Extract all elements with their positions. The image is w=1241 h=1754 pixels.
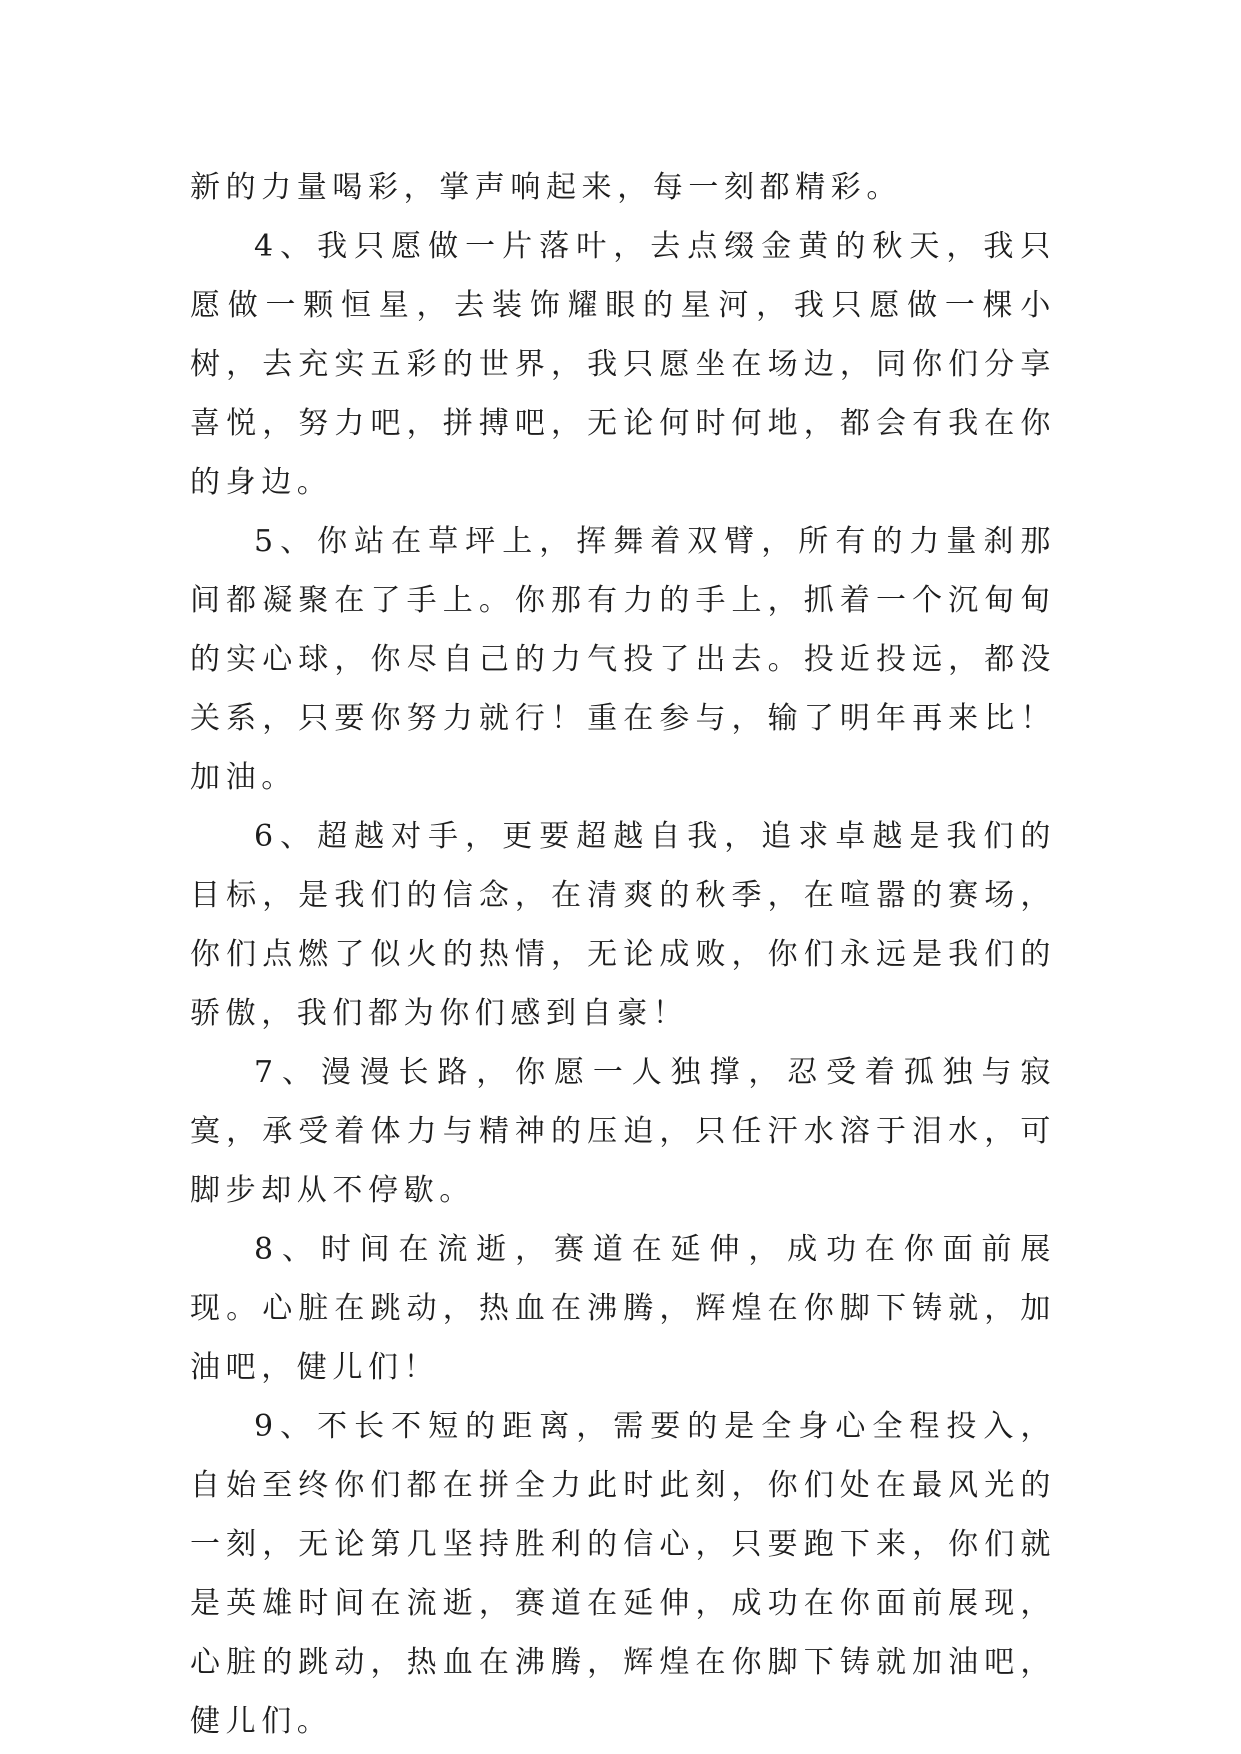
paragraph-5: 5、你站在草坪上，挥舞着双臂，所有的力量刹那间都凝聚在了手上。你那有力的手上，抓着一个沉甸甸的实心球，你尽自己的力气投了出去。投近投远，都没关系，只要你努力就行！重在参与，输了明年再来比！加油。 xyxy=(190,524,1056,795)
paragraph-6: 6、超越对手，更要超越自我，追求卓越是我们的目标，是我们的信念，在清爽的秋季，在喧嚣的赛场，你们点燃了似火的热情，无论成败，你们永远是我们的骄傲，我们都为你们感到自豪！ xyxy=(190,819,1056,1031)
paragraph-8: 8、时间在流逝，赛道在延伸，成功在你面前展现。心脏在跳动，热血在沸腾，辉煌在你脚下铸就，加油吧，健儿们！ xyxy=(190,1232,1056,1385)
paragraph-continued: 新的力量喝彩，掌声响起来，每一刻都精彩。 xyxy=(190,170,902,205)
document-body xyxy=(190,158,1056,1751)
paragraph-7: 7、漫漫长路，你愿一人独撑，忍受着孤独与寂寞，承受着体力与精神的压迫，只任汗水溶于泪水，可脚步却从不停歇。 xyxy=(190,1055,1056,1208)
paragraph-4: 4、我只愿做一片落叶，去点缀金黄的秋天，我只愿做一颗恒星，去装饰耀眼的星河，我只愿做一棵小树，去充实五彩的世界，我只愿坐在场边，同你们分享喜悦，努力吧，拼搏吧，无论何时何地，都会有我在你的身边。 xyxy=(190,229,1056,500)
paragraph-9: 9、不长不短的距离，需要的是全身心全程投入，自始至终你们都在拼全力此时此刻，你们处在最风光的一刻，无论第几坚持胜利的信心，只要跑下来，你们就是英雄时间在流逝，赛道在延伸，成功在你面前展现，心脏的跳动，热血在沸腾，辉煌在你脚下铸就加油吧，健儿们。 xyxy=(190,1409,1056,1739)
